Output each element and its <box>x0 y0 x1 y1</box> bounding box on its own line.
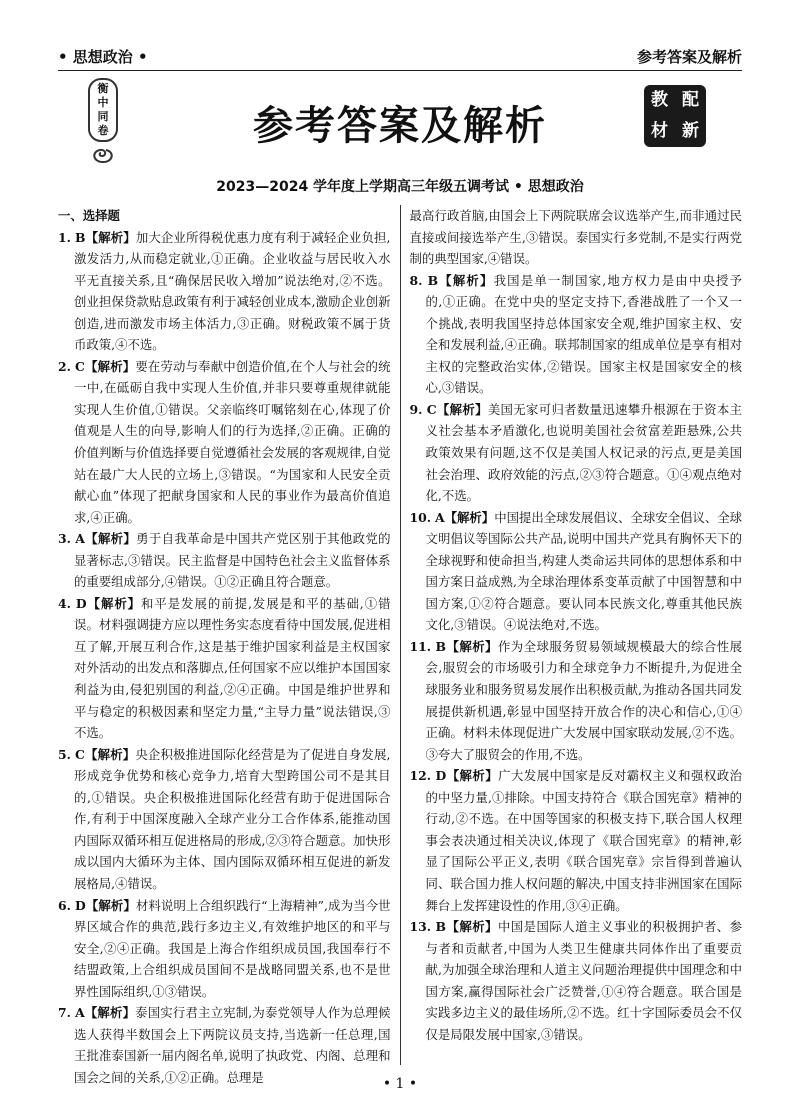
analysis-tag: 【解析】 <box>446 768 499 784</box>
question-number: 8. <box>409 272 423 288</box>
analysis-tag: 【解析】 <box>84 358 136 374</box>
answer-item <box>58 593 391 744</box>
answer-item <box>410 205 743 270</box>
answer-columns <box>58 205 743 1085</box>
answer-explanation: 央企积极推进国际化经营是为了促进自身发展,形成竞争优势和核心竞争力,培育大型跨国公司不是其目的,①错误。央企积极推进国际化经营有助于促进国际合作,有利于中国深度融入全球产业分工合作体系,能推动国内国际双循环相互促进格局的形成,②③符合题意。加快形成以国内大循环为主体、国内国际双循环相互促进的新发展格局,④错误。 <box>74 746 391 891</box>
answer-explanation: 作为全球服务贸易领域规模最大的综合性展会,服贸会的市场吸引力和全球竞争力不断提升,为促进全球服务业和服务贸易发展作出积极贡献,为推动各国共同发展提供新机遇,彰显中国坚持开放合作的决心和信心,①④正确。材料未体现促进广大发展中国家联动发展,②不选。③夸大了服贸会的作用,不选。 <box>425 638 742 762</box>
right-column <box>400 205 743 1065</box>
question-number: 13. <box>409 919 432 935</box>
answer-choice: B <box>435 919 446 935</box>
answer-choice: C <box>75 358 85 374</box>
answer-item <box>410 270 743 399</box>
answer-choice: C <box>426 401 437 417</box>
answer-item <box>410 765 743 916</box>
question-number: 2. <box>58 358 71 374</box>
seal-char: 衡 <box>97 82 109 95</box>
answer-choice: C <box>75 746 85 762</box>
question-number: 10. <box>409 509 432 525</box>
answer-choice: D <box>75 897 86 913</box>
answer-item <box>58 356 391 528</box>
answer-item <box>58 227 391 356</box>
badge-char: 新 <box>682 121 699 141</box>
answer-item <box>58 744 391 895</box>
analysis-tag: 【解析】 <box>444 509 495 525</box>
answer-choice: A <box>75 1005 85 1021</box>
question-number: 12. <box>409 768 432 784</box>
left-answer-list <box>58 227 391 1089</box>
answer-choice: B <box>435 638 446 654</box>
page-title: 参考答案及解析 <box>253 103 547 149</box>
page-header <box>58 42 742 71</box>
question-number: 4. <box>58 595 71 611</box>
question-number: 1. <box>58 229 71 245</box>
answer-explanation: 最高行政首脑,由国会上下两院联席会议选举产生,而非通过民直接或间接选举产生,③错误。泰国实行多党制,不是实行两党制的典型国家,④错误。 <box>409 208 742 267</box>
answer-item <box>410 507 743 636</box>
answer-choice: D <box>75 595 87 611</box>
answer-explanation: 广大发展中国家是反对霸权主义和强权政治的中坚力量,①排除。中国支持符合《联合国宪章》精神的行动,②不选。在中国等国家的积极支持下,联合国人权理事会表决通过相关决议,体现了《联合国宪章》的精神,彰显了国际公平正义,表明《联合国宪章》宗旨得到普遍认同、联合国力推人权问题的解决,中国支持非洲国家在国际舞台上发挥建设性的作用,③④正确。 <box>425 768 742 913</box>
analysis-tag: 【解析】 <box>445 919 498 935</box>
answer-choice: B <box>75 229 86 245</box>
answer-item <box>58 528 391 593</box>
new-textbook-badge <box>644 85 706 147</box>
question-number: 7. <box>58 1005 71 1021</box>
answer-explanation: 勇于自我革命是中国共产党区别于其他政党的显著标志,③错误。民主监督是中国特色社会主义监督体系的重要组成部分,④错误。①②正确且符合题意。 <box>74 531 391 590</box>
answer-explanation: 和平是发展的前提,发展是和平的基础,①错误。材料强调捷方应以理性务实态度看待中国发展,促进相互了解,开展互利合作,这是基于维护国家利益是主权国家对外活动的出发点和落脚点,任何国家不应以维护本国国家利益为由,侵犯别国的利益,②④正确。中国是维护世界和平与稳定的积极因素和坚定力量,“主导力量”说法错误,③不选。 <box>74 595 391 741</box>
analysis-tag: 【解析】 <box>445 638 498 654</box>
question-number: 9. <box>409 401 423 417</box>
badge-char: 配 <box>682 90 699 110</box>
answer-item <box>410 399 743 507</box>
answer-choice: D <box>435 768 447 784</box>
answer-item <box>410 636 743 765</box>
analysis-tag: 【解析】 <box>85 897 136 913</box>
answer-item <box>410 916 743 1045</box>
question-number: 11. <box>409 638 432 654</box>
question-number: 6. <box>58 897 71 913</box>
seal-char: 同 <box>97 110 109 123</box>
exam-subtitle: 2023—2024 学年度上学期高三年级五调考试 • 思想政治 <box>216 179 584 195</box>
badge-char: 材 <box>651 121 668 141</box>
answer-explanation: 材料说明上合组织践行“上海精神”,成为当今世界区域合作的典范,践行多边主义,有效维护地区的和平与安全,②④正确。我国是上海合作组织成员国,我国奉行不结盟政策,上合组织成员国间不是战略同盟关系,也不是世界性国际组织,①③错误。 <box>74 897 391 999</box>
seal-char: 中 <box>97 96 109 109</box>
question-number: 5. <box>58 746 71 762</box>
answer-item <box>58 895 391 1003</box>
answer-choice: A <box>435 509 445 525</box>
analysis-tag: 【解析】 <box>86 595 142 611</box>
section-heading: 一、选择题 <box>58 208 120 223</box>
left-column <box>58 205 400 1085</box>
seal-char: 卷 <box>97 124 109 137</box>
page-number: • 1 • <box>382 1076 418 1092</box>
analysis-tag: 【解析】 <box>436 401 488 417</box>
answer-explanation: 加大企业所得税优惠力度有利于减轻企业负担,激发活力,从而稳定就业,①正确。企业收益与居民收入水平无直接关系,且“确保居民收入增加”说法绝对,②不选。创业担保贷款贴息政策有利于减轻创业成本,激励企业创新创造,进而激发市场主体活力,③正确。财税政策不属于货币政策,④不选。 <box>74 229 391 353</box>
analysis-tag: 【解析】 <box>84 746 136 762</box>
header-subject: • 思想政治 • <box>58 47 148 66</box>
answer-choice: A <box>75 531 85 547</box>
answer-choice: B <box>427 272 439 288</box>
answer-explanation: 美国无家可归者数量迅速攀升根源在于资本主义社会基本矛盾激化,也说明美国社会贫富差距悬殊,公共政策效果有问题,这不仅是美国人权记录的污点,更是美国社会治理、政府效能的污点,②③符合题意。①④观点绝对化,不选。 <box>425 401 742 504</box>
question-number: 3. <box>58 531 71 547</box>
answer-explanation: 泰国实行君主立宪制,为泰党领导人作为总理候选人获得半数国会上下两院议员支持,当选新一任总理,国王批准泰国新一届内阁名单,说明了执政党、内阁、总理和国会之间的关系,①②正确。总理是 <box>74 1005 391 1085</box>
right-answer-list <box>410 205 743 1045</box>
analysis-tag: 【解析】 <box>84 531 137 547</box>
answer-explanation: 中国是国际人道主义事业的积极拥护者、参与者和贡献者,中国为人类卫生健康共同体作出了重要贡献,为加强全球治理和人道主义问题治理提供中国理念和中国方案,赢得国际社会广泛赞誉,①④符合题意。联合国是实践多边主义的最佳场所,②不选。红十字国际委员会不仅仅是局限发展中国家,③错误。 <box>425 919 742 1042</box>
analysis-tag: 【解析】 <box>85 229 136 245</box>
analysis-tag: 【解析】 <box>84 1005 136 1021</box>
header-section-title: 参考答案及解析 <box>636 47 742 66</box>
analysis-tag: 【解析】 <box>438 272 494 288</box>
answer-explanation: 中国提出全球发展倡议、全球安全倡议、全球文明倡议等国际公共产品,说明中国共产党具有胸怀天下的全球视野和使命担当,构建人类命运共同体的思想体系和中国方案日益成熟,为全球治理体系变革贡献了中国智慧和中国方案,①②符合题意。要认同本民族文化,尊重其他民族文化,③错误。④说法绝对,不选。 <box>425 509 743 633</box>
answer-explanation: 我国是单一制国家,地方权力是由中央授予的,①正确。在党中央的坚定支持下,香港战胜了一个又一个挑战,表明我国坚持总体国家安全观,维护国家主权、安全和发展利益,④正确。联邦制国家的组成单位是享有相对主权的完整政治实体,②错误。国家主权是国家安全的核心,③错误。 <box>425 272 742 396</box>
badge-char: 教 <box>651 90 668 110</box>
answer-explanation: 要在劳动与奉献中创造价值,在个人与社会的统一中,在砥砺自我中实现人生价值,并非只要尊重规律就能实现人生价值,①错误。父亲临终叮嘱铭刻在心,体现了价值观是人生的向导,影响人们的行为选择,②正确。正确的价值判断与价值选择要自觉遵循社会发展的客观规律,自觉站在最广大人民的立场上,③错误。“为国家和人民安全贡献心血”体现了把献身国家和人民的事业作为最高价值追求,④正确。 <box>74 358 391 525</box>
